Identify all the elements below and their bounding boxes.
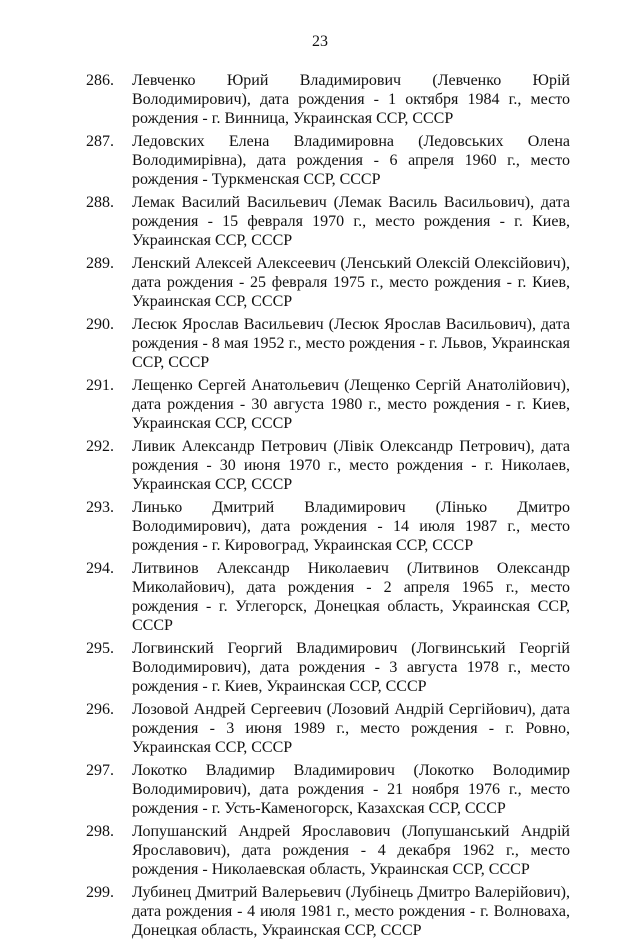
list-item: [86, 437, 570, 494]
sanctions-list: [86, 71, 570, 944]
entry-number: 299.: [86, 884, 114, 901]
entry-text: Лопушанский Андрей Ярославович (Лопушанський Андрій Ярославович), дата рождения - 4 декабря 1962 г., место рождения - Николаевская область, Украинская ССР, СССР: [132, 823, 570, 878]
list-item: [86, 700, 570, 757]
entry-number: 290.: [86, 316, 114, 333]
list-item: [86, 498, 570, 555]
entry-number: 287.: [86, 133, 114, 150]
entry-number: 295.: [86, 640, 114, 657]
entry-number: 298.: [86, 823, 114, 840]
entry-text: Логвинский Георгий Владимирович (Логвинський Георгій Володимирович), дата рождения - 3 августа 1978 г., место рождения - г. Киев, Украинская ССР, СССР: [132, 640, 570, 695]
entry-text: Лозовой Андрей Сергеевич (Лозовий Андрій Сергійович), дата рождения - 3 июня 1989 г., место рождения - г. Ровно, Украинская ССР, СССР: [132, 701, 570, 756]
entry-number: 286.: [86, 72, 114, 89]
list-item: [86, 193, 570, 250]
entry-text: Ледовских Елена Владимировна (Ледовських Олена Володимирівна), дата рождения - 6 апреля 1960 г., место рождения - Туркменская ССР, СССР: [132, 133, 570, 188]
entry-number: 291.: [86, 377, 114, 394]
list-item: [86, 761, 570, 818]
entry-text: Лемак Василий Васильевич (Лемак Василь Васильович), дата рождения - 15 февраля 1970 г., место рождения - г. Киев, Украинская ССР, СССР: [132, 194, 570, 249]
entry-number: 288.: [86, 194, 114, 211]
entry-number: 289.: [86, 255, 114, 272]
list-item: [86, 132, 570, 189]
list-item: [86, 639, 570, 696]
list-item: [86, 559, 570, 635]
entry-number: 294.: [86, 560, 114, 577]
entry-text: Лесюк Ярослав Васильевич (Лесюк Ярослав Васильович), дата рождения - 8 мая 1952 г., место рождения - г. Львов, Украинская ССР, СССР: [132, 316, 570, 371]
entry-number: 296.: [86, 701, 114, 718]
entry-number: 292.: [86, 438, 114, 455]
list-item: [86, 822, 570, 879]
list-item: [86, 71, 570, 128]
entry-number: 293.: [86, 499, 114, 516]
entry-text: Лубинец Дмитрий Валерьевич (Лубінець Дмитро Валерійович), дата рождения - 4 июля 1981 г., место рождения - г. Волноваха, Донецкая область, Украинская ССР, СССР: [132, 884, 570, 939]
entry-text: Линько Дмитрий Владимирович (Лінько Дмитро Володимирович), дата рождения - 14 июля 1987 г., место рождения - г. Кировоград, Украинская ССР, СССР: [132, 499, 570, 554]
entry-number: 297.: [86, 762, 114, 779]
entry-text: Ленский Алексей Алексеевич (Ленський Олексій Олексійович), дата рождения - 25 февраля 1975 г., место рождения - г. Киев, Украинская ССР, СССР: [132, 255, 570, 310]
list-item: [86, 254, 570, 311]
entry-text: Локотко Владимир Владимирович (Локотко Володимир Володимирович), дата рождения - 21 ноября 1976 г., место рождения - г. Усть-Каменогорск, Казахская ССР, СССР: [132, 762, 570, 817]
page-number: 23: [312, 33, 328, 50]
entry-text: Лещенко Сергей Анатольевич (Лещенко Сергій Анатолійович), дата рождения - 30 августа 1980 г., место рождения - г. Киев, Украинская ССР, СССР: [132, 377, 570, 432]
entry-text: Литвинов Александр Николаевич (Литвинов Олександр Миколайович), дата рождения - 2 апреля 1965 г., место рождения - г. Углегорск, Донецкая область, Украинская ССР, СССР: [132, 560, 570, 634]
list-item: [86, 376, 570, 433]
list-item: [86, 315, 570, 372]
list-item: [86, 883, 570, 940]
entry-text: Левченко Юрий Владимирович (Левченко Юрій Володимирович), дата рождения - 1 октября 1984 г., место рождения - г. Винница, Украинская ССР, СССР: [132, 72, 570, 127]
entry-text: Ливик Александр Петрович (Лівік Олександр Петрович), дата рождения - 30 июня 1970 г., место рождения - г. Николаев, Украинская ССР, СССР: [132, 438, 570, 493]
